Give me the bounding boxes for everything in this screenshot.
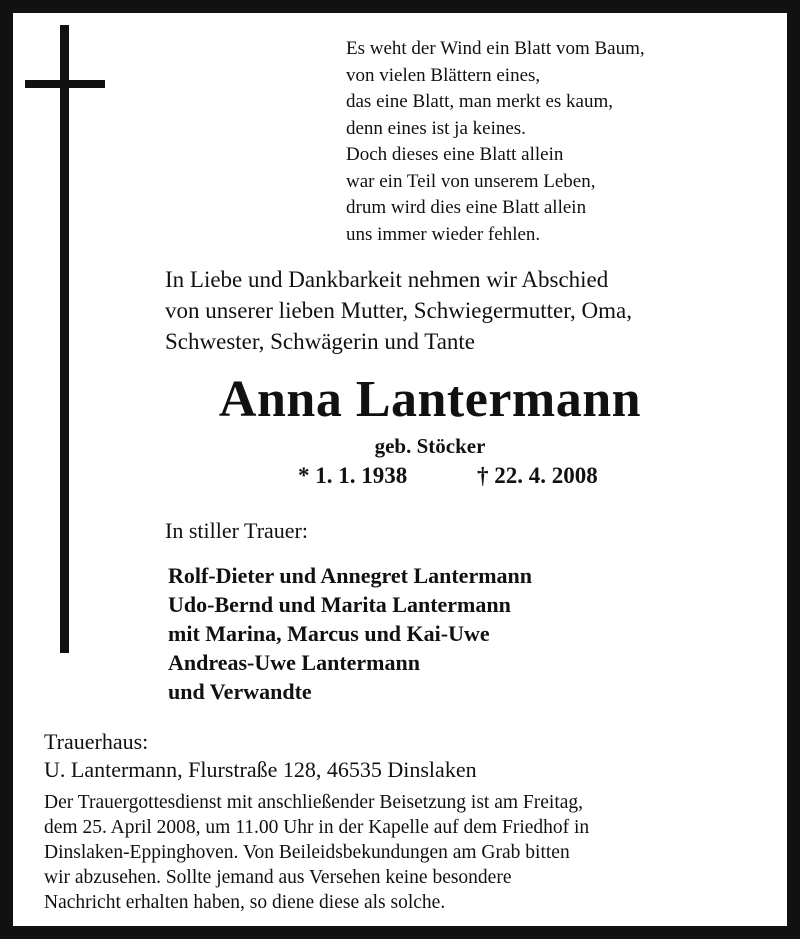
death-date: † 22. 4. 2008: [477, 463, 598, 488]
family-line: Andreas-Uwe Lantermann: [168, 650, 420, 675]
deceased-name: Anna Lantermann: [218, 371, 642, 428]
mourning-house-address: U. Lantermann, Flurstraße 128, 46535 Dinslaken: [44, 757, 477, 782]
mourning-label: In stiller Trauer:: [165, 518, 308, 543]
service-line: wir abzusehen. Sollte jemand aus Versehen keine besondere: [44, 867, 512, 888]
poem-line: Doch dieses eine Blatt allein: [346, 144, 564, 165]
family-line: Rolf-Dieter und Annegret Lantermann: [168, 563, 533, 588]
service-line: Dinslaken-Eppinghoven. Von Beileidsbekundungen am Grab bitten: [44, 842, 570, 863]
family-line: und Verwandte: [168, 679, 312, 704]
intro-text: [165, 264, 632, 357]
service-line: Nachricht erhalten haben, so diene diese als solche.: [44, 892, 446, 913]
service-notice: [44, 790, 774, 915]
mourning-house-label: Trauerhaus:: [44, 729, 149, 754]
poem-line: drum wird dies eine Blatt allein: [346, 197, 587, 218]
cross-icon: [60, 25, 69, 653]
intro-line: von unserer lieben Mutter, Schwiegermutter, Oma,: [165, 298, 632, 323]
intro-line: In Liebe und Dankbarkeit nehmen wir Abschied: [165, 267, 609, 292]
service-line: Der Trauergottesdienst mit anschließender Beisetzung ist am Freitag,: [44, 792, 584, 813]
poem-line: von vielen Blättern eines,: [346, 64, 541, 86]
poem-line: war ein Teil von unserem Leben,: [346, 170, 596, 192]
poem-line: denn eines ist ja keines.: [346, 117, 526, 139]
intro-line: Schwester, Schwägerin und Tante: [165, 329, 476, 354]
service-line: dem 25. April 2008, um 11.00 Uhr in der Kapelle auf dem Friedhof in: [44, 817, 590, 838]
cross-icon-bar: [25, 80, 105, 88]
poem-line: uns immer wieder fehlen.: [346, 223, 541, 245]
family-list: [168, 561, 532, 706]
poem-line: das eine Blatt, man merkt es kaum,: [346, 91, 613, 112]
poem-line: Es weht der Wind ein Blatt vom Baum,: [346, 38, 645, 59]
family-line: Udo-Bernd und Marita Lantermann: [168, 592, 511, 617]
birth-name: geb. Stöcker: [374, 434, 486, 458]
poem: [346, 36, 645, 248]
birth-date: * 1. 1. 1938: [298, 463, 408, 488]
family-line: mit Marina, Marcus und Kai-Uwe: [168, 621, 490, 646]
